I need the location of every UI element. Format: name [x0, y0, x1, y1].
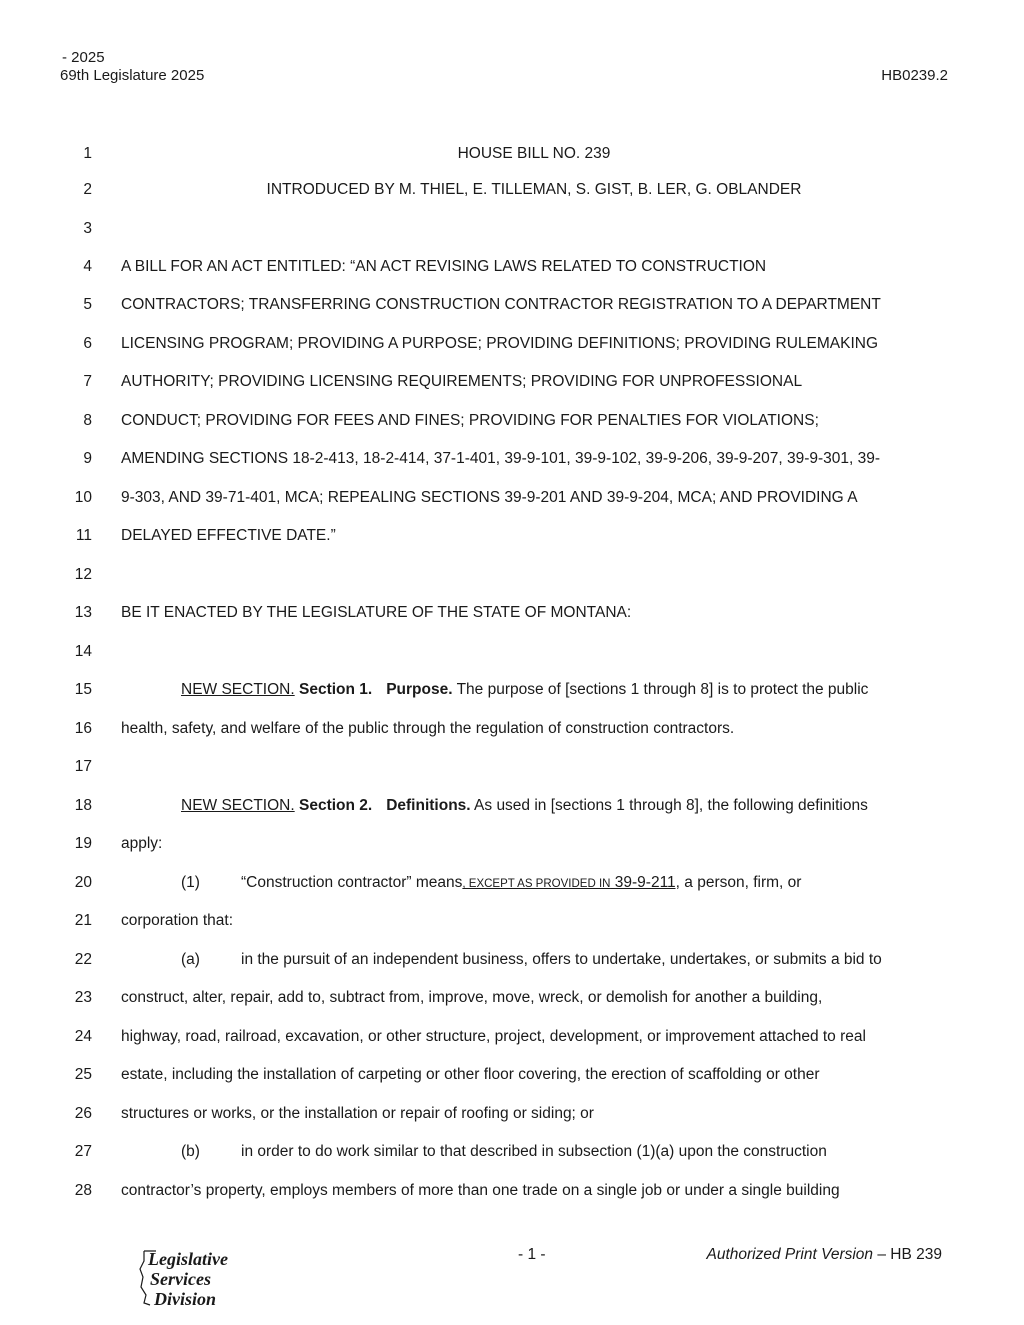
line	[0, 1026, 1024, 1048]
introduced-by: INTRODUCED BY M. THIEL, E. TILLEMAN, S. GIST, B. LER, G. OBLANDER	[266, 181, 802, 198]
logo-text: Legislative	[148, 1249, 228, 1269]
section-text: apply:	[121, 835, 163, 852]
line	[0, 1064, 1024, 1086]
subsection-text: in the pursuit of an independent business, offers to undertake, undertakes, or submits a bid to	[241, 951, 882, 968]
bill-title: HOUSE BILL NO. 239	[457, 145, 611, 162]
subsection-text: corporation that:	[121, 912, 234, 929]
new-section-tag: NEW SECTION.	[181, 797, 295, 814]
line-number: 14	[74, 643, 92, 660]
line	[0, 602, 1024, 624]
line	[0, 833, 1024, 855]
line-number: 25	[74, 1066, 92, 1083]
line	[0, 1103, 1024, 1125]
line-number: 22	[74, 951, 92, 968]
header-bill-id: HB0239.2	[881, 67, 948, 84]
print-version-italic: Authorized Print Version	[706, 1246, 874, 1263]
subsection-label: (1)	[181, 874, 200, 891]
line-number: 11	[75, 527, 92, 544]
line-number: 20	[74, 874, 92, 891]
line	[0, 679, 1024, 701]
line-number: 12	[74, 566, 92, 583]
line-number: 24	[74, 1028, 92, 1045]
definition-text: “Construction contractor” means	[241, 874, 463, 891]
line-number: 8	[83, 412, 92, 429]
line-number: 26	[74, 1105, 92, 1122]
subsection-text: highway, road, railroad, excavation, or other structure, project, development, or improvement attached to real	[121, 1028, 866, 1045]
line-number: 13	[74, 604, 92, 621]
section-heading: Purpose.	[386, 681, 453, 698]
amendment-small-caps: , EXCEPT AS PROVIDED IN	[462, 878, 611, 890]
line	[0, 987, 1024, 1009]
enacting-clause: BE IT ENACTED BY THE LEGISLATURE OF THE STATE OF MONTANA:	[121, 604, 632, 621]
subsection-text: structures or works, or the installation or repair of roofing or siding; or	[121, 1105, 594, 1122]
line	[0, 371, 1024, 393]
section-number: Section 1.	[298, 681, 373, 698]
line	[0, 525, 1024, 547]
section-heading: Definitions.	[386, 797, 471, 814]
section-number: Section 2.	[298, 797, 373, 814]
line	[0, 641, 1024, 663]
subsection-text	[241, 872, 801, 895]
section-text: As used in [sections 1 through 8], the following definitions	[474, 797, 868, 814]
act-title-line: A BILL FOR AN ACT ENTITLED: “AN ACT REVISING LAWS RELATED TO CONSTRUCTION	[121, 258, 767, 275]
line-number: 1	[83, 145, 92, 162]
header-session: - 2025	[62, 49, 105, 66]
line-number: 3	[83, 220, 92, 237]
line-number: 5	[83, 296, 92, 313]
line	[0, 795, 1024, 817]
line-number: 28	[74, 1182, 92, 1199]
line	[0, 294, 1024, 316]
print-version-bill: – HB 239	[873, 1246, 942, 1263]
act-title-line: AMENDING SECTIONS 18-2-413, 18-2-414, 37-1-401, 39-9-101, 39-9-102, 39-9-206, 39-9-207, 39-9-301, 39-	[121, 450, 881, 467]
line	[0, 487, 1024, 509]
definition-text: a person, firm, or	[679, 874, 802, 891]
line-number: 15	[74, 681, 92, 698]
line-number: 2	[83, 181, 92, 198]
subsection-text: contractor’s property, employs members of more than one trade on a single job or under a single building	[121, 1182, 840, 1199]
line	[0, 143, 1024, 165]
act-title-line: LICENSING PROGRAM; PROVIDING A PURPOSE; PROVIDING DEFINITIONS; PROVIDING RULEMAKING	[121, 335, 879, 352]
line-number: 18	[74, 797, 92, 814]
page-number: - 1 -	[518, 1246, 546, 1263]
line-number: 17	[74, 758, 92, 775]
subsection-text: construct, alter, repair, add to, subtract from, improve, move, wreck, or demolish for another a building,	[121, 989, 823, 1006]
line-number: 6	[83, 335, 92, 352]
line	[0, 910, 1024, 932]
line	[0, 1141, 1024, 1163]
subsection-label: (b)	[181, 1143, 200, 1160]
logo-text: Division	[154, 1289, 217, 1309]
amendment-insertion	[462, 874, 680, 891]
subsection-label: (a)	[181, 951, 200, 968]
line	[0, 872, 1024, 894]
act-title-line: CONDUCT; PROVIDING FOR FEES AND FINES; PROVIDING FOR PENALTIES FOR VIOLATIONS;	[121, 412, 819, 429]
line	[0, 410, 1024, 432]
line	[0, 949, 1024, 971]
section-text: health, safety, and welfare of the public through the regulation of construction contractors.	[121, 720, 735, 737]
line-number: 9	[83, 450, 92, 467]
section-text: The purpose of [sections 1 through 8] is to protect the public	[456, 681, 869, 698]
line-number: 21	[74, 912, 92, 929]
legislative-services-logo	[134, 1247, 244, 1309]
line-number: 4	[83, 258, 92, 275]
line-number: 19	[74, 835, 92, 852]
line	[0, 448, 1024, 470]
section-2-first-line	[181, 795, 868, 817]
act-title-line: 9-303, AND 39-71-401, MCA; REPEALING SECTIONS 39-9-201 AND 39-9-204, MCA; AND PROVIDING A	[121, 489, 858, 506]
line	[0, 756, 1024, 778]
line-number: 7	[83, 373, 92, 390]
subsection-text: estate, including the installation of carpeting or other floor covering, the erection of scaffolding or other	[121, 1066, 820, 1083]
line-number: 27	[74, 1143, 92, 1160]
section-1-first-line	[181, 679, 868, 701]
header-legislature: 69th Legislature 2025	[60, 67, 205, 84]
line	[0, 218, 1024, 240]
line	[0, 256, 1024, 278]
amendment-reference: 39-9-211,	[610, 874, 680, 891]
act-title-line: CONTRACTORS; TRANSFERRING CONSTRUCTION CONTRACTOR REGISTRATION TO A DEPARTMENT	[121, 296, 881, 313]
new-section-tag: NEW SECTION.	[181, 681, 295, 698]
print-version-label	[706, 1246, 942, 1264]
line	[0, 718, 1024, 740]
line	[0, 1180, 1024, 1202]
line-number: 23	[74, 989, 92, 1006]
line	[0, 333, 1024, 355]
subsection-text: in order to do work similar to that described in subsection (1)(a) upon the construction	[241, 1143, 827, 1160]
act-title-line: DELAYED EFFECTIVE DATE.”	[121, 527, 336, 544]
line	[0, 564, 1024, 586]
line-number: 10	[74, 489, 92, 506]
logo-text: Services	[150, 1269, 211, 1289]
act-title-line: AUTHORITY; PROVIDING LICENSING REQUIREMENTS; PROVIDING FOR UNPROFESSIONAL	[121, 373, 803, 390]
line-number: 16	[74, 720, 92, 737]
line	[0, 179, 1024, 201]
